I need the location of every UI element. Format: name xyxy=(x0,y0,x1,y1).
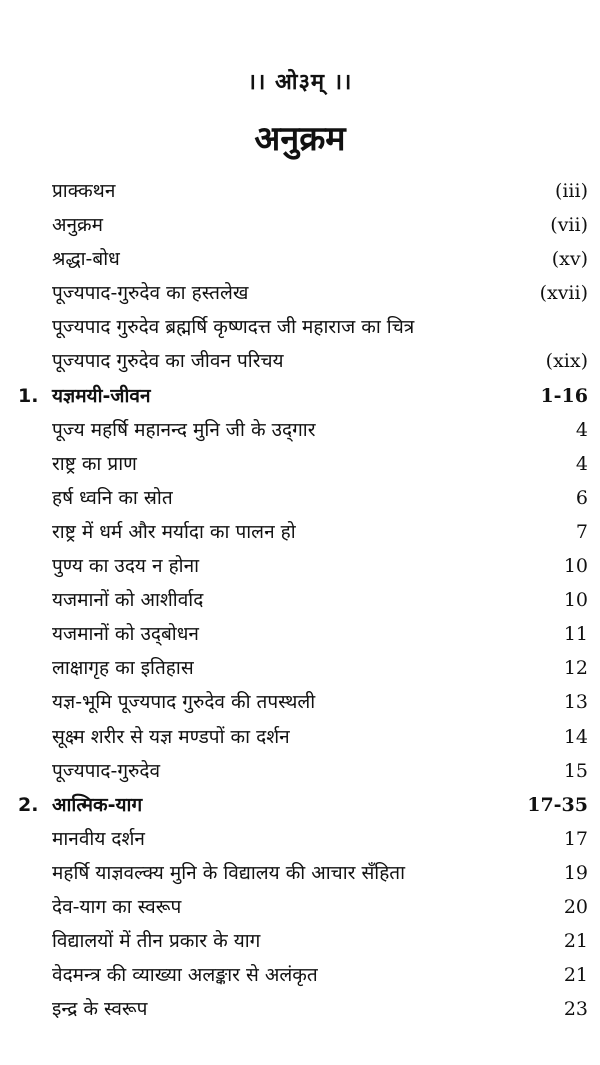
page-number: 7 xyxy=(575,520,588,543)
page-number: 4 xyxy=(575,452,588,475)
chapter-title: यज्ञमयी-जीवन xyxy=(52,384,151,407)
entry-title: हर्ष ध्वनि का स्रोत xyxy=(52,486,173,509)
page-number: 13 xyxy=(563,691,588,714)
toc-entry-row xyxy=(0,310,600,344)
toc-chapter-row xyxy=(0,788,600,822)
toc-entry-row xyxy=(0,685,600,719)
toc-entry-row xyxy=(0,276,600,310)
page-number: 10 xyxy=(563,589,588,612)
entry-title: प्राक्कथन xyxy=(52,180,116,202)
toc-chapter-row xyxy=(0,379,600,413)
page-number: 21 xyxy=(563,930,588,953)
page-number: 14 xyxy=(563,725,588,748)
om-heading: ।। ओ३म् ।। xyxy=(247,70,353,95)
toc-entry-row xyxy=(0,822,600,856)
entry-title: पूज्यपाद गुरुदेव का जीवन परिचय xyxy=(52,350,284,373)
page-number: (vii) xyxy=(550,214,588,237)
toc-entry-row xyxy=(0,481,600,515)
toc-entry-row xyxy=(0,242,600,276)
page-title: अनुक्रम xyxy=(254,119,346,159)
page-number: (iii) xyxy=(554,180,588,202)
page-number: 6 xyxy=(575,486,588,509)
page-number: 21 xyxy=(563,964,588,987)
entry-title: पुण्य का उदय न होना xyxy=(52,555,200,578)
toc-entry-row xyxy=(0,515,600,549)
table-of-contents xyxy=(0,174,600,1026)
page-number: 17 xyxy=(563,827,588,850)
toc-entry-row xyxy=(0,549,600,583)
page-number: (xix) xyxy=(545,350,588,373)
entry-title: राष्ट्र का प्राण xyxy=(52,452,137,475)
entry-title: देव-याग का स्वरूप xyxy=(52,895,182,918)
entry-title: यजमानों को उद्‌बोधन xyxy=(52,623,199,646)
toc-entry-row xyxy=(0,651,600,685)
toc-entry-row xyxy=(0,890,600,924)
page-number: 11 xyxy=(563,623,588,646)
page-number: 12 xyxy=(563,657,588,680)
toc-entry-row xyxy=(0,413,600,447)
chapter-number: 1. xyxy=(18,384,39,407)
toc-entry-row xyxy=(0,720,600,754)
entry-title: यजमानों को आशीर्वाद xyxy=(52,589,204,612)
page-number: 20 xyxy=(563,895,588,918)
entry-title: वेदमन्त्र की व्याख्या अलङ्कार से अलंकृत xyxy=(52,964,318,987)
entry-title: इन्द्र के स्वरूप xyxy=(52,998,148,1021)
page-number: 19 xyxy=(563,861,588,884)
page-number: 1-16 xyxy=(540,384,588,407)
toc-entry-row xyxy=(0,447,600,481)
entry-title: महर्षि याज्ञवल्क्य मुनि के विद्यालय की आचार सँहिता xyxy=(52,861,406,884)
toc-entry-row xyxy=(0,344,600,378)
entry-title: सूक्ष्म शरीर से यज्ञ मण्डपों का दर्शन xyxy=(52,725,290,748)
toc-entry-row xyxy=(0,992,600,1026)
toc-entry-row xyxy=(0,754,600,788)
toc-entry-row xyxy=(0,924,600,958)
entry-title: लाक्षागृह का इतिहास xyxy=(52,657,194,680)
page-number: 23 xyxy=(563,998,588,1021)
chapter-title: आत्मिक-याग xyxy=(52,793,143,816)
entry-title: पूज्यपाद-गुरुदेव xyxy=(52,759,161,782)
page-number: 10 xyxy=(563,555,588,578)
page-number: (xv) xyxy=(551,248,588,271)
entry-title: राष्ट्र में धर्म और मर्यादा का पालन हो xyxy=(52,520,296,543)
entry-title: अनुक्रम xyxy=(52,214,104,237)
page-number: 17-35 xyxy=(527,793,588,816)
entry-title: मानवीय दर्शन xyxy=(52,827,145,850)
entry-title: विद्यालयों में तीन प्रकार के याग xyxy=(52,930,261,953)
toc-entry-row xyxy=(0,174,600,208)
page-number: (xvii) xyxy=(539,282,588,305)
entry-title: पूज्य महर्षि महानन्द मुनि जी के उद्‌गार xyxy=(52,418,316,441)
entry-title: पूज्यपाद गुरुदेव ब्रह्मर्षि कृष्णदत्त जी महाराज का चित्र xyxy=(52,316,415,339)
entry-title: यज्ञ-भूमि पूज्यपाद गुरुदेव की तपस्थली xyxy=(52,691,316,714)
chapter-number: 2. xyxy=(18,793,39,816)
page-number: 4 xyxy=(575,418,588,441)
toc-entry-row xyxy=(0,856,600,890)
toc-entry-row xyxy=(0,617,600,651)
toc-entry-row xyxy=(0,958,600,992)
entry-title: श्रद्धा-बोध xyxy=(52,248,120,271)
toc-entry-row xyxy=(0,583,600,617)
toc-entry-row xyxy=(0,208,600,242)
page-number: 15 xyxy=(563,759,588,782)
entry-title: पूज्यपाद-गुरुदेव का हस्तलेख xyxy=(52,282,249,305)
